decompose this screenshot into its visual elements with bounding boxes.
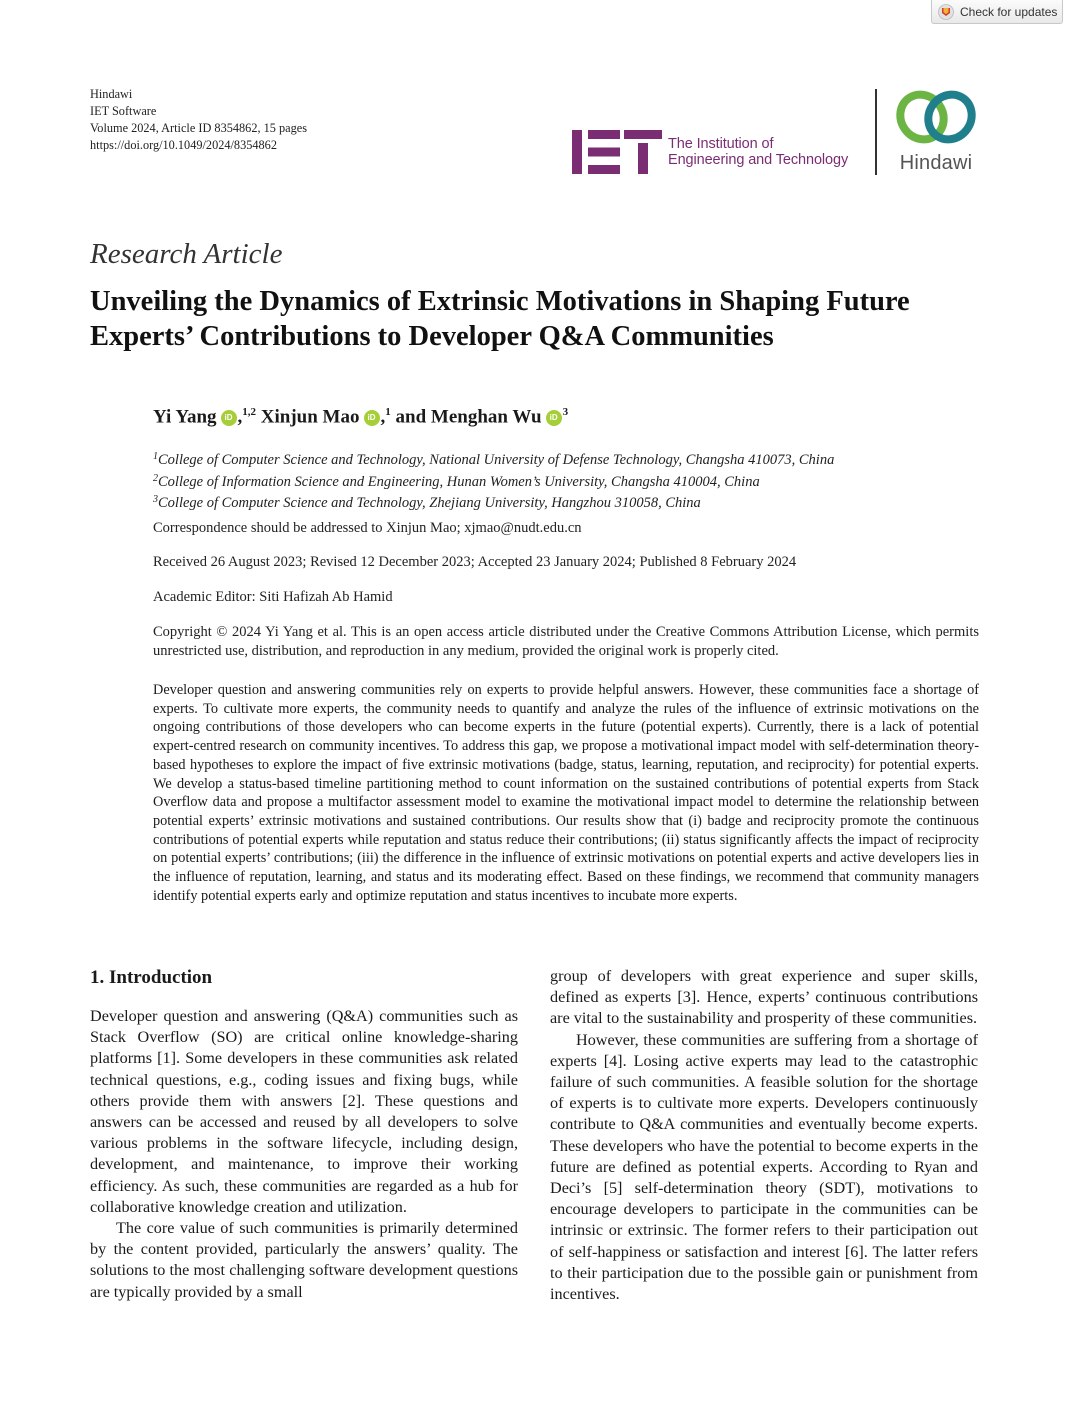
publisher-name: Hindawi <box>90 87 133 101</box>
article-type: Research Article <box>90 238 283 270</box>
iet-logo-line2: Engineering and Technology <box>668 152 849 168</box>
orcid-icon[interactable]: iD <box>364 410 380 426</box>
author-affiliation-sup: 1,2 <box>242 406 257 418</box>
section-heading: 1. Introduction <box>90 967 213 988</box>
check-for-updates-button[interactable] <box>931 0 1063 24</box>
author-name[interactable]: Yi Yang <box>153 406 217 428</box>
logo-divider <box>875 89 877 175</box>
orcid-icon[interactable]: iD <box>546 410 562 426</box>
copyright-notice: Copyright © 2024 Yi Yang et al. This is an open access article distributed under the Creative Commons Attribution License, which permits unrestricted use, distribution, and reproduction in any medium, provided the original work is properly cited. <box>153 624 979 659</box>
body-paragraph: However, these communities are suffering from a shortage of experts [4]. Losing active experts may lead to the catastrophic failure of such communities. A feasible solution for the shortage of experts is to cultivate more experts. Developers continuously contribute to Q&A communities and eventually become experts. These developers who have the potential to become experts in the future are defined as potential experts. According to Ryan and Deci’s [5] self-determination theory (SDT), motivations to encourage developers to participate in the communities can be intrinsic or extrinsic. The former refers to their participation out of self-happiness or satisfaction and interest [6]. The latter refers to their participation due to the possible gain or punishment from incentives. <box>550 1030 978 1304</box>
body-paragraph: group of developers with great experience and super skills, defined as experts [3]. Hence, experts’ continuous contributions are vital to the sustainability and prosperity of these communities. <box>550 967 978 1028</box>
affiliation-item: $^2$College of Information Science and Engineering, Hunan Women’s University, Changsha 410004, China <box>153 472 760 490</box>
iet-logo-text <box>668 136 848 168</box>
affiliation-item: $^1$College of Computer Science and Technology, National University of Defense Technology, Changsha 410073, China <box>153 451 835 468</box>
body-column-left <box>90 1006 518 1303</box>
volume-info: Volume 2024, Article ID 8354862, 15 pages <box>90 121 307 135</box>
hindawi-wordmark: Hindawi <box>899 152 973 174</box>
doi-link[interactable]: https://doi.org/10.1049/2024/8354862 <box>90 138 277 152</box>
journal-name: IET Software <box>90 104 157 118</box>
hindawi-rings-icon <box>888 86 984 146</box>
author-affiliation-sup: 1 <box>385 406 391 418</box>
author-name[interactable]: Xinjun Mao <box>260 406 360 428</box>
academic-editor: Academic Editor: Siti Hafizah Ab Hamid <box>153 589 393 605</box>
journal-info <box>90 86 307 154</box>
check-for-updates-label: Check for updates <box>960 4 1058 19</box>
iet-logo-mark <box>572 130 662 174</box>
publication-dates: Received 26 August 2023; Revised 12 December 2023; Accepted 23 January 2024; Published 8 February 2024 <box>153 554 797 570</box>
body-column-right <box>550 966 978 1305</box>
abstract: Developer question and answering communities rely on experts to provide helpful answers. However, these communities face a shortage of experts. To cultivate more experts, the community needs to quantify and analyze the rules of the influence of extrinsic motivations on the ongoing contributions of those developers who can become experts in the future (potential experts). Currently, there is a lack of potential expert-centred research on community incentives. To address this gap, we propose a motivational impact model with self-determination theory-based hypotheses to explore the impact of five extrinsic motivations (badge, status, learning, reputation, and reciprocity) for potential experts. We develop a status-based timeline partitioning method to count information on the sustained contributions of potential experts from Stack Overflow data and propose a multifactor assessment model to examine the motivational impact model to determine the relationship between potential experts’ extrinsic motivations and sustained contributions. Our results show that (i) badge and reciprocity promote the continuous contributions of potential experts while reputation and status reduce their contributions; (ii) status significantly affects the impact of reciprocity on potential experts’ contributions; (iii) the difference in the influence of extrinsic motivations on potential experts and active developers lies in the influence of reputation, learning, and status and its moderating effect. Based on these findings, we recommend that community managers identify potential experts early and optimize reputation and status incentives to incubate more experts. <box>153 682 979 904</box>
hindawi-logo <box>888 86 984 175</box>
iet-logo-line1: The Institution of <box>668 136 774 152</box>
author-affiliation-sup: 3 <box>562 406 569 418</box>
affiliation-item: $^3$College of Computer Science and Technology, Zhejiang University, Hangzhou 310058, China <box>153 494 701 511</box>
correspondence: Correspondence should be addressed to Xinjun Mao; xjmao@nudt.edu.cn <box>153 520 582 536</box>
author-join: and <box>395 406 427 428</box>
author-name[interactable]: Menghan Wu <box>430 406 542 428</box>
article-title: Unveiling the Dynamics of Extrinsic Motivations in Shaping Future Experts’ Contributions to Developer Q&A Communities <box>90 286 910 352</box>
author-list: Yi Yang iD ,$^{1,2}$ Xinjun Mao iD ,$^1$ and Menghan Wu iD $^3$ <box>153 406 569 428</box>
affiliations <box>153 448 834 513</box>
iet-logo <box>572 130 848 174</box>
body-paragraph: The core value of such communities is primarily determined by the content provided, particularly the answers’ quality. The solutions to the most challenging software development questions are typically provided by a small <box>90 1219 518 1301</box>
orcid-icon[interactable]: iD <box>221 410 237 426</box>
check-updates-icon <box>938 4 954 20</box>
body-paragraph: Developer question and answering (Q&A) communities such as Stack Overflow (SO) are critical online knowledge-sharing platforms [1]. Some developers in these communities ask related technical questions, e.g., coding issues and fixing bugs, while others provide them with answers [2]. These questions and answers can be accessed and reused by all developers to solve various problems in the software lifecycle, including design, development, and maintenance, to improve their working efficiency. As such, these communities are regarded as a hub for collaborative knowledge creation and utilization. <box>90 1007 518 1216</box>
